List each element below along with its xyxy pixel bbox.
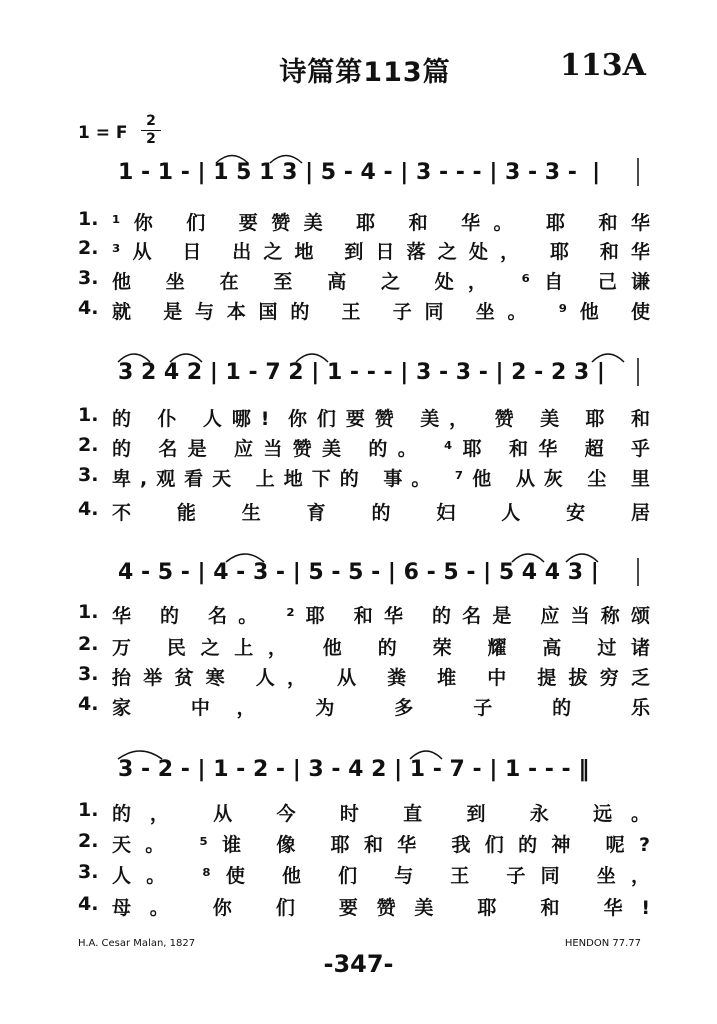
verse-line: [78, 404, 652, 430]
verse-number: 3.: [78, 861, 99, 883]
hymn-number: 113A: [560, 48, 646, 83]
verse-line: [78, 601, 652, 627]
verse-text: 的 名是 应当赞美 的。 ⁴耶 和华 超 乎: [112, 438, 652, 460]
hymn-title: 诗篇第113篇: [279, 57, 451, 88]
verse-number: 2.: [78, 237, 99, 259]
verse-number: 4.: [78, 297, 99, 319]
page-number: -347-: [323, 950, 394, 978]
verse-number: 1.: [78, 601, 99, 623]
verse-line: [78, 267, 652, 293]
verse-text: 华 的 名。 ²耶 和华 的名是 应当称颂: [112, 605, 652, 627]
verse-text: 家 中， 为 多 子 的 乐: [112, 697, 652, 719]
verse-text: ³从 日 出之地 到日落之处， 耶 和华: [112, 241, 652, 263]
tune-name: HENDON 77.77: [564, 938, 641, 949]
time-signature: [141, 114, 161, 147]
verse-number: 3.: [78, 663, 99, 685]
key-signature: 1 = F: [78, 123, 128, 143]
verse-line: [78, 893, 652, 919]
verse-text: 就 是与本国的 王 子同 坐。 ⁹他 使: [112, 301, 652, 323]
verse-line: [78, 498, 652, 524]
verse-number: 3.: [78, 464, 99, 486]
verse-text: 的 仆 人哪! 你们要赞 美， 赞 美 耶 和: [112, 408, 652, 430]
verse-line: [78, 633, 652, 659]
notation-line-1: 1 - 1 - | 1 5 1 3 | 5 - 4 - | 3 - - - | 3 - 3 - |: [118, 160, 601, 185]
verse-text: ¹你 们 要赞美 耶 和 华。 耶 和华: [112, 212, 652, 234]
verse-text: 他 坐 在 至 高 之 处， ⁶自 己谦: [112, 271, 652, 293]
verse-number: 4.: [78, 893, 99, 915]
verse-text: 母。 你 们 要赞美 耶 和 华!: [112, 897, 652, 919]
verse-text: 卑,观看天 上地下的 事。 ⁷他 从灰 尘 里: [112, 468, 652, 490]
verse-number: 1.: [78, 208, 99, 230]
verse-line: [78, 464, 652, 490]
verse-line: [78, 208, 652, 234]
time-signature-top: 2: [146, 113, 156, 129]
verse-number: 3.: [78, 267, 99, 289]
verse-number: 2.: [78, 830, 99, 852]
verse-line: [78, 297, 652, 323]
verse-line: [78, 799, 652, 825]
notation-line-4: 3 - 2 - | 1 - 2 - | 3 - 4 2 | 1 - 7 - | 1 - - - ‖: [118, 757, 590, 782]
verse-text: 的， 从 今 时 直 到 永 远。: [112, 803, 652, 825]
verse-line: [78, 237, 652, 263]
verse-line: [78, 434, 652, 460]
verse-line: [78, 663, 652, 689]
verse-number: 2.: [78, 633, 99, 655]
verse-number: 4.: [78, 693, 99, 715]
verse-line: [78, 861, 652, 887]
composer-credit: H.A. Cesar Malan, 1827: [78, 938, 196, 949]
verse-text: 不 能 生 育 的 妇 人 安 居: [112, 502, 652, 524]
verse-number: 4.: [78, 498, 99, 520]
verse-number: 1.: [78, 404, 99, 426]
verse-number: 2.: [78, 434, 99, 456]
verse-text: 万 民之上， 他 的 荣 耀 高 过诸: [112, 637, 652, 659]
notation-line-2: 3 2 4 2 | 1 - 7 2 | 1 - - - | 3 - 3 - | 2 - 2 3 |: [118, 360, 605, 385]
verse-number: 1.: [78, 799, 99, 821]
verse-text: 抬举贫寒 人， 从 粪 堆 中 提拔穷乏: [112, 667, 652, 689]
verse-line: [78, 830, 652, 856]
verse-text: 人。 ⁸使 他 们 与 王 子同 坐，: [112, 865, 652, 887]
time-signature-bottom: 2: [146, 131, 156, 147]
verse-line: [78, 693, 652, 719]
notation-line-3: 4 - 5 - | 4 - 3 - | 5 - 5 - | 6 - 5 - | 5 4 4 3 |: [118, 560, 599, 585]
verse-text: 天。 ⁵谁 像 耶和华 我们的神 呢?: [112, 834, 652, 856]
